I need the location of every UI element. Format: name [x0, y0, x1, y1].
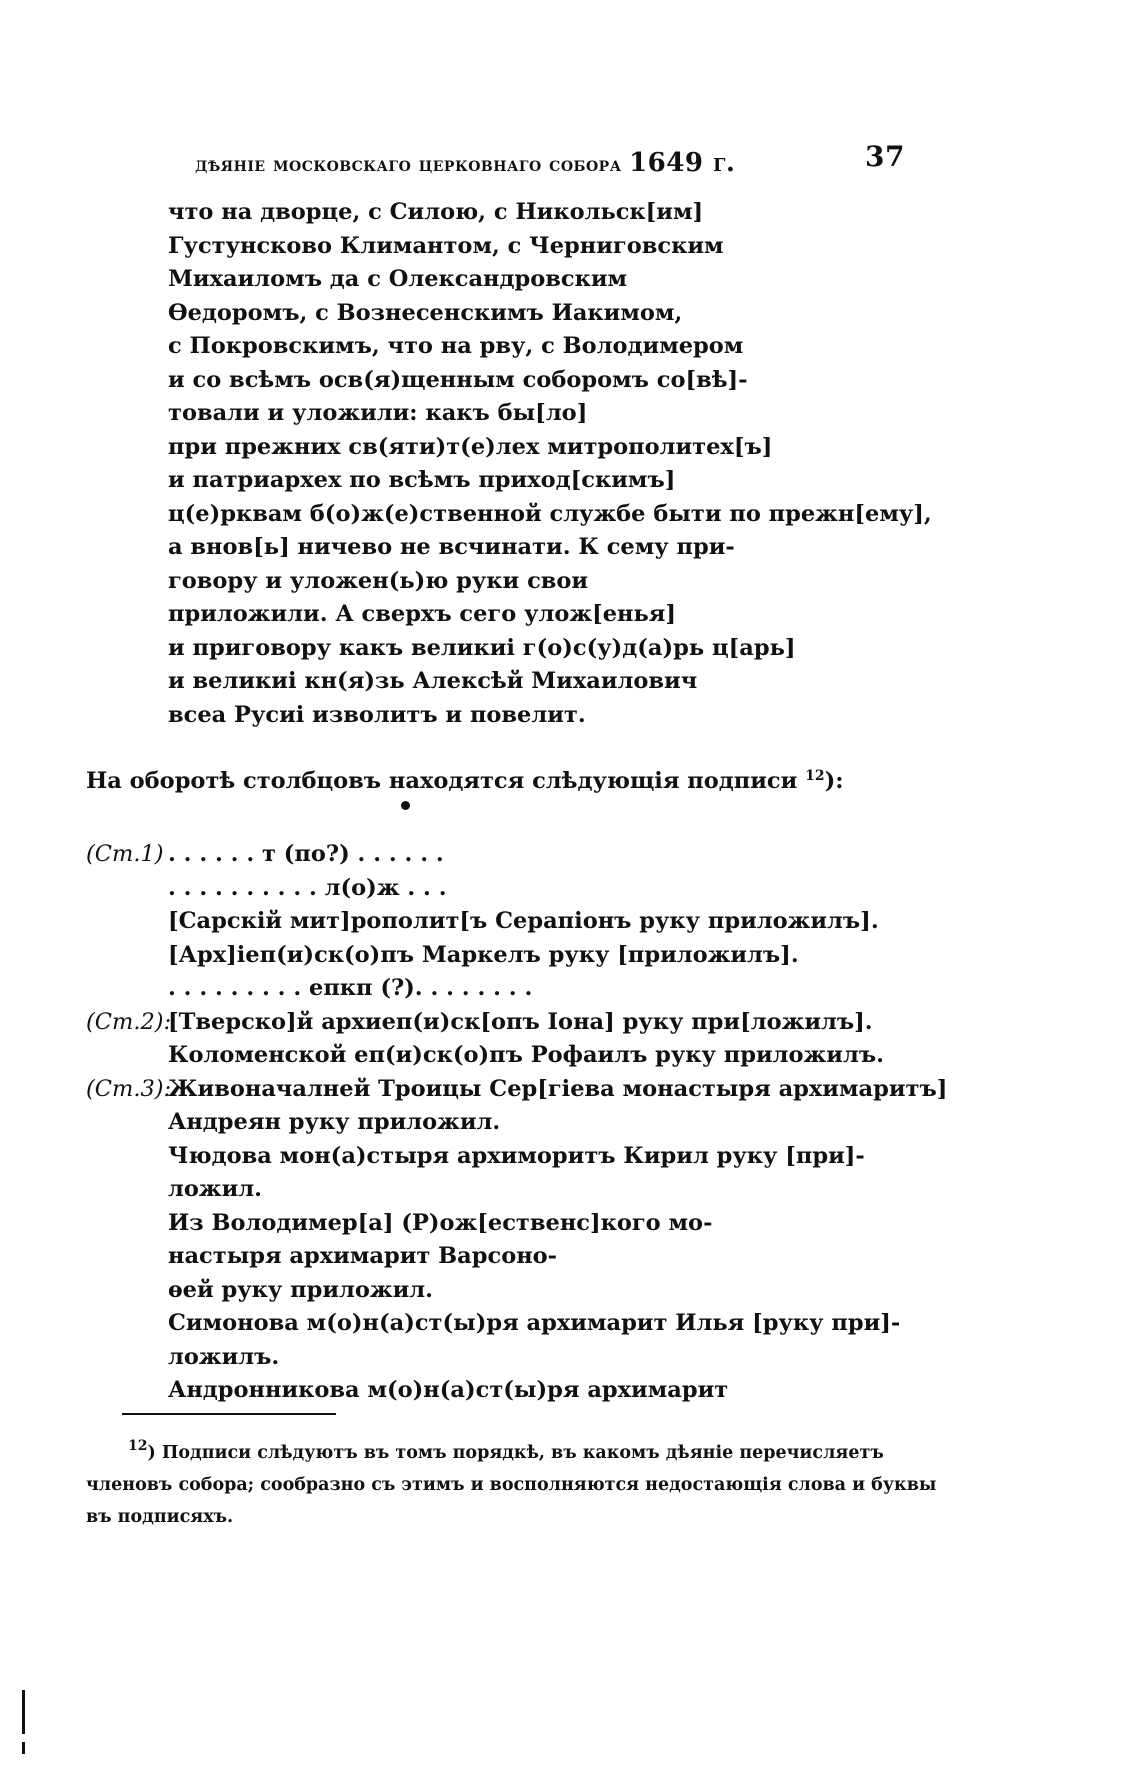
verse-line: и патриархех по всѣмъ приход[скимъ]	[168, 467, 676, 493]
column-label: (Ст.1)	[86, 841, 164, 867]
column-label	[86, 1240, 168, 1274]
page-number: 37	[865, 140, 905, 173]
margin-mark	[22, 1690, 25, 1734]
signature-text: . . . . . . т (по?) . . . . . .	[168, 841, 444, 867]
column-label	[86, 972, 168, 1006]
column-label	[86, 1307, 168, 1341]
ink-dot	[401, 801, 410, 810]
verse-line: и приговору какъ великиі г(о)с(у)д(а)рь ц[арь]	[168, 634, 796, 661]
column-label	[86, 872, 168, 906]
margin-mark	[22, 1742, 25, 1754]
verse-line: с Покровскимъ, что на рву, с Володимером	[168, 333, 744, 359]
verse-line: при прежних св(яти)т(е)лех митрополитех[ъ]	[168, 433, 773, 460]
footnote-line	[86, 1430, 916, 1469]
footnote-line: членовъ собора; сообразно съ этимъ и восполняются недостающія слова и буквы	[86, 1475, 937, 1495]
verse-line: а внов[ь] ничево не всчинати. К сему при-	[168, 534, 735, 560]
signature-text: ложил.	[168, 1176, 262, 1202]
verse-line: ц(е)рквам б(о)ж(е)ственной службе быти по прежн[ему],	[168, 500, 932, 527]
signature-row	[86, 1039, 986, 1073]
signature-text: Симонова м(о)н(а)ст(ы)ря архимарит Илья [руку при]-	[168, 1310, 901, 1336]
signature-row	[86, 1140, 986, 1174]
signatures-intro	[86, 768, 986, 794]
column-label	[86, 1374, 168, 1408]
column-label	[86, 1341, 168, 1375]
column-label	[86, 1274, 168, 1308]
signature-row	[86, 1240, 986, 1274]
signature-row	[86, 1274, 986, 1308]
column-label: (Ст.2):	[86, 1008, 172, 1035]
signature-text: . . . . . . . . . . л(о)ж . . .	[168, 874, 447, 901]
signature-text: Из Володимер[а] (Р)ож[ественс]кого мо-	[168, 1209, 713, 1236]
column-label	[86, 1106, 168, 1140]
signature-text: Коломенской еп(и)ск(о)пъ Рофаилъ руку приложилъ.	[168, 1042, 884, 1068]
document-text-block	[168, 196, 932, 732]
verse-line: Густунсково Климантом, с Черниговским	[168, 232, 724, 259]
signature-text: [Тверско]й архиеп(и)ск[опъ Іона] руку при[ложилъ].	[168, 1008, 873, 1035]
verse-line: Ѳедоромъ, с Вознесенскимъ Иакимом,	[168, 299, 683, 326]
signature-text: . . . . . . . . . епкп (?). . . . . . . .	[168, 975, 533, 1001]
footnote	[86, 1430, 937, 1533]
running-title-text: дѣяніе московскаго церковнаго собора	[195, 152, 622, 176]
running-title-year: 1649 г.	[629, 148, 736, 178]
running-title	[195, 148, 735, 178]
verse-line: товали и уложили: какъ бы[ло]	[168, 400, 588, 426]
footnote-line-text: ) Подписи слѣдуютъ въ томъ порядкѣ, въ какомъ дѣяніе перечисляетъ	[147, 1443, 884, 1463]
signature-text: ложилъ.	[168, 1343, 280, 1370]
column-label	[86, 939, 168, 973]
signature-text: Живоначалней Троицы Сер[гіева монастыря архимаритъ]	[168, 1075, 948, 1102]
signature-text: Андреян руку приложил.	[168, 1109, 501, 1135]
verse-line: и со всѣмъ осв(я)щенным соборомъ со[вѣ]-	[168, 366, 748, 393]
signature-row	[86, 1374, 986, 1408]
footnote-marker: 12	[128, 1438, 148, 1454]
signature-row	[86, 838, 986, 872]
signature-text: ѳей руку приложил.	[168, 1276, 434, 1303]
column-label	[86, 1207, 168, 1241]
verse-line: приложили. А сверхъ сего улож[енья]	[168, 601, 677, 627]
column-label	[86, 1173, 168, 1207]
footnote-line: въ подписяхъ.	[86, 1507, 234, 1527]
signature-row	[86, 1207, 986, 1241]
signature-row	[86, 939, 986, 973]
column-label	[86, 1140, 168, 1174]
signature-text: Андронникова м(о)н(а)ст(ы)ря архимарит	[168, 1377, 729, 1403]
signature-row	[86, 972, 986, 1006]
footnote-divider	[122, 1413, 336, 1415]
signature-row	[86, 1341, 986, 1375]
signatures-list	[86, 838, 986, 1408]
intro-tail: ):	[824, 768, 844, 794]
signature-text: Чюдова мон(а)стыря архиморитъ Кирил руку [при]-	[168, 1142, 865, 1169]
column-label	[86, 905, 168, 939]
signature-text: [Арх]іеп(и)ск(о)пъ Маркелъ руку [приложилъ].	[168, 941, 799, 968]
verse-line: говору и уложен(ь)ю руки свои	[168, 567, 589, 594]
column-label: (Ст.3):	[86, 1075, 172, 1102]
verse-line: всеа Русиі изволитъ и повелит.	[168, 701, 586, 728]
signature-row	[86, 1106, 986, 1140]
footnote-reference[interactable]: 12	[805, 768, 825, 784]
signature-text: настыря архимарит Варсоно-	[168, 1243, 558, 1269]
signature-row	[86, 905, 986, 939]
verse-line: и великиі кн(я)зь Алексѣй Михаилович	[168, 668, 698, 694]
signature-row	[86, 1073, 986, 1107]
column-label	[86, 1039, 168, 1073]
verse-line: что на дворце, с Силою, с Никольск[им]	[168, 199, 704, 225]
signature-row	[86, 872, 986, 906]
signature-row	[86, 1307, 986, 1341]
intro-text: На оборотѣ столбцовъ находятся слѣдующія подписи	[86, 768, 798, 794]
signature-row	[86, 1173, 986, 1207]
signature-row	[86, 1006, 986, 1040]
verse-line: Михаиломъ да с Олександровским	[168, 266, 628, 292]
signature-text: [Сарскій мит]рополит[ъ Серапіонъ руку приложилъ].	[168, 908, 879, 934]
